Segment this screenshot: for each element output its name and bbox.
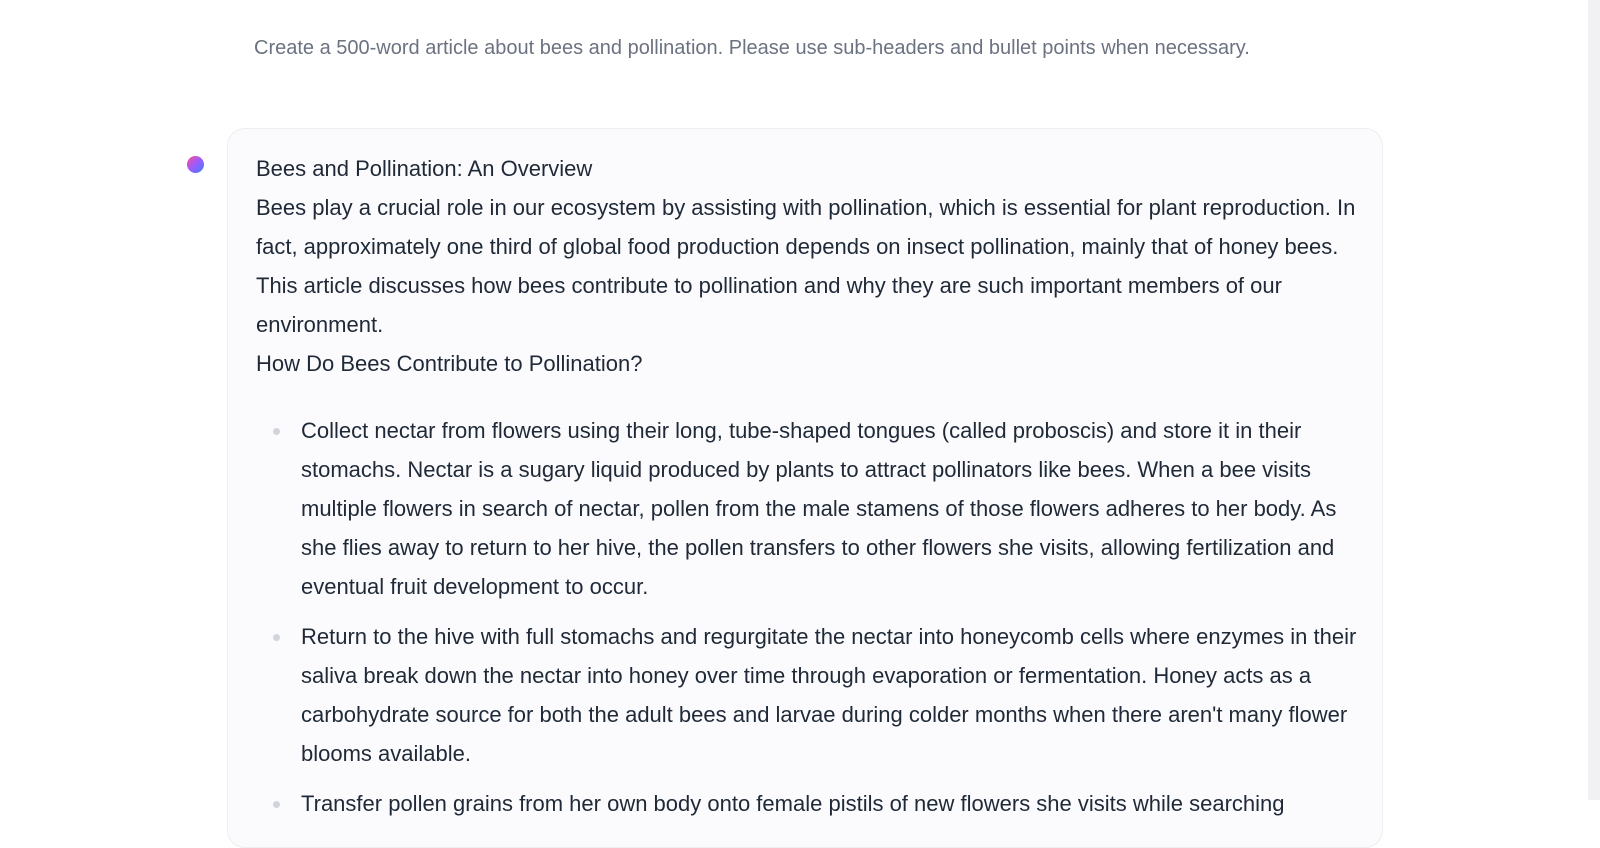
article-subheader: How Do Bees Contribute to Pollination? (256, 351, 643, 376)
list-item: Collect nectar from flowers using their long, tube-shaped tongues (called proboscis) and store it in their stomachs. Nectar is a sugary liquid produced by plants to attract pollinators like bees. When a bee visits multiple flowers in search of nectar, pollen from the male stamens of those flowers adheres to her body. As she flies away to return to her hive, the pollen transfers to other flowers she visits, allowing fertilization and eventual fruit development to occur. (301, 411, 1361, 606)
article-title: Bees and Pollination: An Overview (256, 156, 593, 181)
assistant-response-content (256, 149, 1361, 834)
article-intro: Bees play a crucial role in our ecosystem by assisting with pollination, which is essential for plant reproduction. In fact, approximately one third of global food production depends on insect pollination, mainly that of honey bees. This article discusses how bees contribute to pollination and why they are such important members of our environment. (256, 195, 1356, 337)
vertical-scrollbar[interactable] (1588, 0, 1600, 800)
list-item: Return to the hive with full stomachs and regurgitate the nectar into honeycomb cells where enzymes in their saliva break down the nectar into honey over time through evaporation or fermentation. Honey acts as a carbohydrate source for both the adult bees and larvae during colder months when there aren't many flower blooms available. (301, 617, 1361, 773)
assistant-response-card (227, 128, 1383, 848)
assistant-avatar-icon (187, 156, 204, 173)
list-item: Transfer pollen grains from her own body onto female pistils of new flowers she visits while searching (301, 784, 1361, 823)
article-bullet-list (256, 411, 1361, 823)
user-prompt-text: Create a 500-word article about bees and pollination. Please use sub-headers and bullet points when necessary. (254, 37, 1250, 59)
